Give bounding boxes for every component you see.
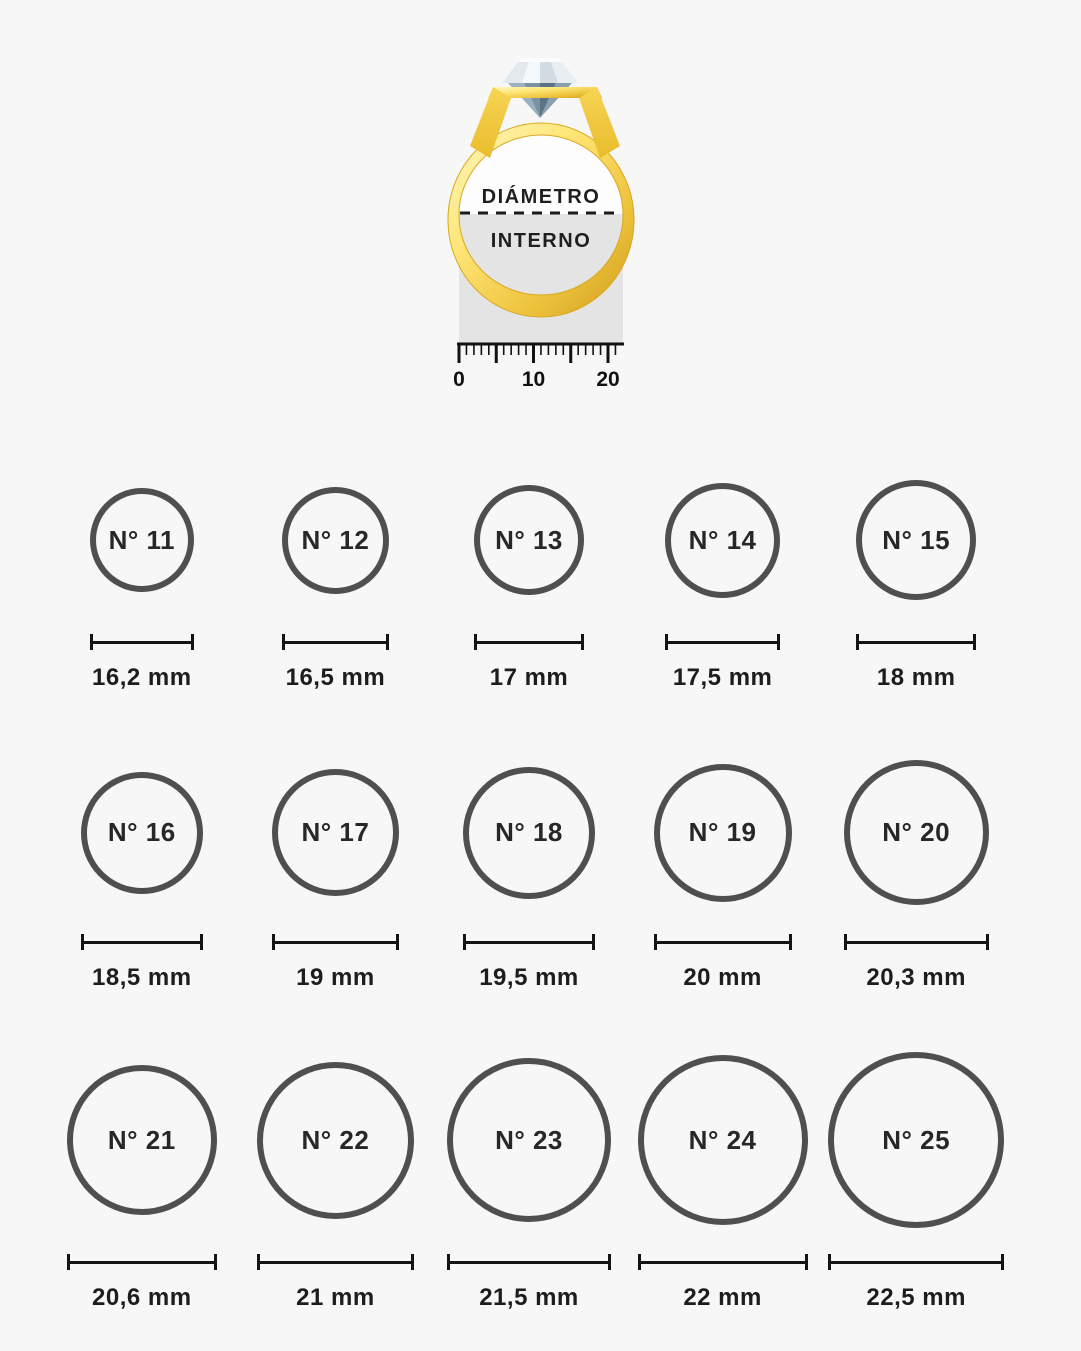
ring-size-item-16 xyxy=(45,745,239,992)
ring-size-item-21 xyxy=(45,1040,239,1312)
diamond-icon xyxy=(502,58,578,83)
size-number: N° 25 xyxy=(882,1124,951,1155)
size-number: N° 23 xyxy=(495,1124,563,1155)
size-circle xyxy=(474,485,584,595)
size-diameter-label: 21 mm xyxy=(296,1284,375,1311)
ring-size-item-11 xyxy=(45,460,239,692)
size-number: N° 21 xyxy=(107,1124,176,1155)
size-row-1 xyxy=(45,460,1013,692)
ring-size-item-14 xyxy=(626,460,820,692)
size-circle xyxy=(90,488,194,592)
size-diameter-label: 18,5 mm xyxy=(92,964,192,991)
ring-size-item-24 xyxy=(626,1040,820,1312)
size-number: N° 11 xyxy=(108,524,175,555)
size-circle xyxy=(638,1055,808,1225)
ring-size-item-20 xyxy=(819,745,1013,992)
diameter-measure-line xyxy=(828,1254,1004,1270)
size-circle xyxy=(463,767,595,899)
ruler xyxy=(453,344,624,391)
size-diameter-label: 19 mm xyxy=(296,964,375,991)
size-diameter-label: 20 mm xyxy=(683,964,762,991)
ring-size-item-12 xyxy=(239,460,433,692)
diameter-measure-line xyxy=(856,634,976,650)
size-number: N° 19 xyxy=(688,817,757,847)
size-diameter-label: 18 mm xyxy=(876,664,956,691)
diameter-measure-line xyxy=(67,1254,217,1270)
size-diameter-label: 20,3 mm xyxy=(866,964,966,991)
ring-size-item-15 xyxy=(819,460,1013,692)
size-circle xyxy=(81,772,203,894)
size-diameter-label: 17,5 mm xyxy=(672,664,773,691)
ring-size-item-13 xyxy=(432,460,626,692)
diameter-measure-line xyxy=(282,634,389,650)
size-circle xyxy=(665,483,780,598)
diameter-measure-line xyxy=(272,934,399,950)
size-circle xyxy=(447,1058,611,1222)
diameter-measure-line xyxy=(474,634,584,650)
size-number: N° 15 xyxy=(882,524,951,555)
size-number: N° 17 xyxy=(301,817,370,847)
diameter-measure-line xyxy=(257,1254,414,1270)
size-number: N° 24 xyxy=(688,1124,757,1155)
size-row-3 xyxy=(45,1040,1013,1312)
size-diameter-label: 17 mm xyxy=(489,664,569,691)
ruler-label-10: 10 xyxy=(521,368,545,391)
diameter-measure-line xyxy=(447,1254,611,1270)
size-grid xyxy=(0,460,1081,1312)
ring-diagram xyxy=(0,0,1081,395)
size-circle xyxy=(654,764,792,902)
size-number: N° 20 xyxy=(882,817,951,847)
ruler-label-0: 0 xyxy=(452,368,465,391)
ring-size-item-25 xyxy=(819,1040,1013,1312)
diameter-label-line1: DIÁMETRO xyxy=(481,186,600,208)
size-circle xyxy=(828,1052,1004,1228)
size-diameter-label: 20,6 mm xyxy=(92,1284,192,1311)
ring-size-item-19 xyxy=(626,745,820,992)
size-number: N° 12 xyxy=(301,524,370,555)
gold-ring-icon xyxy=(410,30,672,395)
diameter-measure-line xyxy=(81,934,203,950)
diameter-measure-line xyxy=(463,934,595,950)
size-diameter-label: 16,5 mm xyxy=(285,664,386,691)
size-circle xyxy=(272,769,399,896)
ruler-label-20: 20 xyxy=(595,368,620,391)
size-number: N° 18 xyxy=(495,817,563,847)
size-row-2 xyxy=(45,745,1013,992)
size-circle xyxy=(844,760,989,905)
size-diameter-label: 16,2 mm xyxy=(92,664,192,691)
size-number: N° 22 xyxy=(301,1124,370,1155)
size-diameter-label: 21,5 mm xyxy=(479,1284,579,1311)
diameter-measure-line xyxy=(638,1254,808,1270)
size-diameter-label: 19,5 mm xyxy=(479,964,579,991)
size-circle xyxy=(67,1065,217,1215)
ruler-ticks xyxy=(459,344,615,363)
size-number: N° 16 xyxy=(107,817,176,847)
diameter-label-line2: INTERNO xyxy=(490,230,591,252)
size-number: N° 14 xyxy=(688,524,757,555)
ring-size-item-18 xyxy=(432,745,626,992)
diameter-measure-line xyxy=(654,934,792,950)
diameter-measure-line xyxy=(665,634,780,650)
size-circle xyxy=(856,480,976,600)
ring-size-item-23 xyxy=(432,1040,626,1312)
size-diameter-label: 22,5 mm xyxy=(866,1284,966,1311)
diameter-measure-line xyxy=(90,634,194,650)
size-circle xyxy=(282,487,389,594)
ring-size-item-22 xyxy=(239,1040,433,1312)
ring-size-item-17 xyxy=(239,745,433,992)
diameter-measure-line xyxy=(844,934,989,950)
size-number: N° 13 xyxy=(495,524,563,555)
size-circle xyxy=(257,1062,414,1219)
size-diameter-label: 22 mm xyxy=(683,1284,762,1311)
